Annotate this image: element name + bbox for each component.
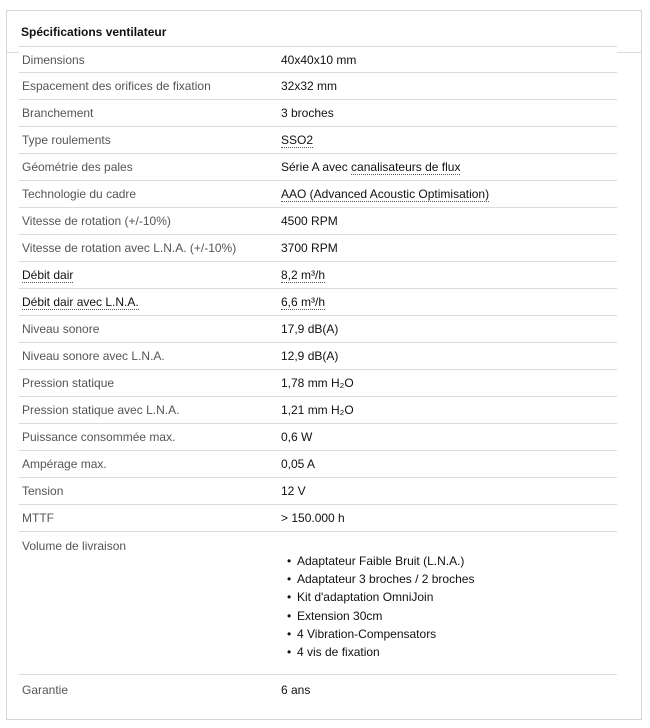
spec-label: Vitesse de rotation avec L.N.A. (+/-10%): [22, 241, 237, 255]
list-item: [287, 643, 617, 661]
delivery-list: [281, 552, 617, 661]
spec-row-noise-level: [19, 316, 617, 343]
bearing-type-link[interactable]: SSO2: [281, 133, 314, 147]
list-item: [287, 625, 617, 643]
spec-row-airflow: [19, 262, 617, 289]
list-item-text: 4 vis de fixation: [297, 645, 380, 660]
spec-value-container: [281, 160, 617, 174]
spec-label: Niveau sonore avec L.N.A.: [22, 349, 165, 363]
spec-label: Ampérage max.: [22, 457, 107, 471]
spec-label-container: [19, 295, 281, 309]
list-item: [287, 552, 617, 570]
delivery-list-container: [281, 532, 617, 661]
panel-title: Spécifications ventilateur: [7, 11, 641, 53]
list-item: [287, 607, 617, 625]
list-item-text: Kit d'adaptation OmniJoin: [297, 590, 434, 605]
spec-value: 1,21 mm H₂O: [281, 403, 354, 417]
spec-value: 1,78 mm H₂O: [281, 376, 354, 390]
spec-label: Pression statique: [22, 376, 115, 390]
bullet-icon: •: [287, 626, 292, 641]
specs-table: [19, 46, 617, 705]
spec-label-container: [19, 268, 281, 282]
spec-value-container: [281, 268, 617, 282]
spec-row-rotation-speed-lna: [19, 235, 617, 262]
blade-geometry-text: Série A avec: [281, 160, 352, 174]
spec-value: 3700 RPM: [281, 241, 338, 255]
spec-row-delivery-scope: [19, 532, 617, 675]
bullet-icon: •: [287, 645, 292, 660]
spec-row-voltage: [19, 478, 617, 505]
spec-row-noise-level-lna: [19, 343, 617, 370]
spec-label: Espacement des orifices de fixation: [22, 79, 211, 93]
airflow-lna-label-link[interactable]: Débit dair avec L.N.A.: [22, 295, 139, 309]
spec-label: Dimensions: [22, 52, 85, 67]
spec-label: Technologie du cadre: [22, 187, 137, 201]
spec-row-mttf: [19, 505, 617, 532]
spec-value-container: [281, 133, 617, 147]
bullet-icon: •: [287, 572, 292, 587]
bullet-icon: •: [287, 608, 292, 623]
spec-value: > 150.000 h: [281, 511, 345, 525]
spec-value: 40x40x10 mm: [281, 52, 357, 67]
list-item: [287, 570, 617, 588]
spec-label: Niveau sonore: [22, 322, 100, 336]
spec-row-max-current: [19, 451, 617, 478]
spec-value: 4500 RPM: [281, 214, 338, 228]
spec-row-mounting-hole-spacing: [19, 73, 617, 100]
spec-row-frame-technology: [19, 181, 617, 208]
spec-value: 0,6 W: [281, 430, 313, 444]
airflow-label-link[interactable]: Débit dair: [22, 268, 74, 282]
spec-label: Branchement: [22, 106, 94, 120]
flow-guides-link[interactable]: canalisateurs de flux: [351, 160, 461, 174]
spec-value-container: [281, 187, 617, 201]
bullet-icon: •: [287, 554, 292, 568]
list-item-text: Adaptateur 3 broches / 2 broches: [297, 572, 475, 587]
spec-row-static-pressure-lna: [19, 397, 617, 424]
spec-value: 12,9 dB(A): [281, 349, 339, 363]
spec-row-rotation-speed: [19, 208, 617, 235]
spec-label: Type roulements: [22, 133, 111, 147]
spec-label: Géométrie des pales: [22, 160, 133, 174]
bullet-icon: •: [287, 590, 292, 605]
list-item-text: Adaptateur Faible Bruit (L.N.A.): [297, 554, 465, 568]
spec-row-static-pressure: [19, 370, 617, 397]
spec-row-connector: [19, 100, 617, 127]
spec-value: 17,9 dB(A): [281, 322, 339, 336]
spec-row-dimensions: [19, 46, 617, 73]
list-item-text: 4 Vibration-Compensators: [297, 626, 437, 641]
spec-value: 3 broches: [281, 106, 334, 120]
list-item-text: Extension 30cm: [297, 608, 383, 623]
spec-value: 6 ans: [281, 683, 311, 697]
spec-label: Volume de livraison: [22, 539, 127, 553]
airflow-value-link[interactable]: 8,2 m³/h: [281, 268, 326, 282]
spec-label: Puissance consommée max.: [22, 430, 176, 444]
aao-link[interactable]: AAO (Advanced Acoustic Optimisation): [281, 187, 490, 201]
spec-label: Tension: [22, 484, 64, 498]
spec-row-bearing-type: [19, 127, 617, 154]
spec-row-airflow-lna: [19, 289, 617, 316]
spec-label: Garantie: [22, 683, 69, 697]
spec-label: Vitesse de rotation (+/-10%): [22, 214, 171, 228]
spec-row-max-power: [19, 424, 617, 451]
spec-value: 32x32 mm: [281, 79, 338, 93]
airflow-lna-value-link[interactable]: 6,6 m³/h: [281, 295, 326, 309]
spec-value: 0,05 A: [281, 457, 316, 471]
spec-label: Pression statique avec L.N.A.: [22, 403, 180, 417]
spec-value: 12 V: [281, 484, 306, 498]
spec-row-blade-geometry: [19, 154, 617, 181]
spec-row-warranty: [19, 675, 617, 705]
spec-label: MTTF: [22, 511, 54, 525]
list-item: [287, 588, 617, 606]
spec-value-container: [281, 295, 617, 309]
